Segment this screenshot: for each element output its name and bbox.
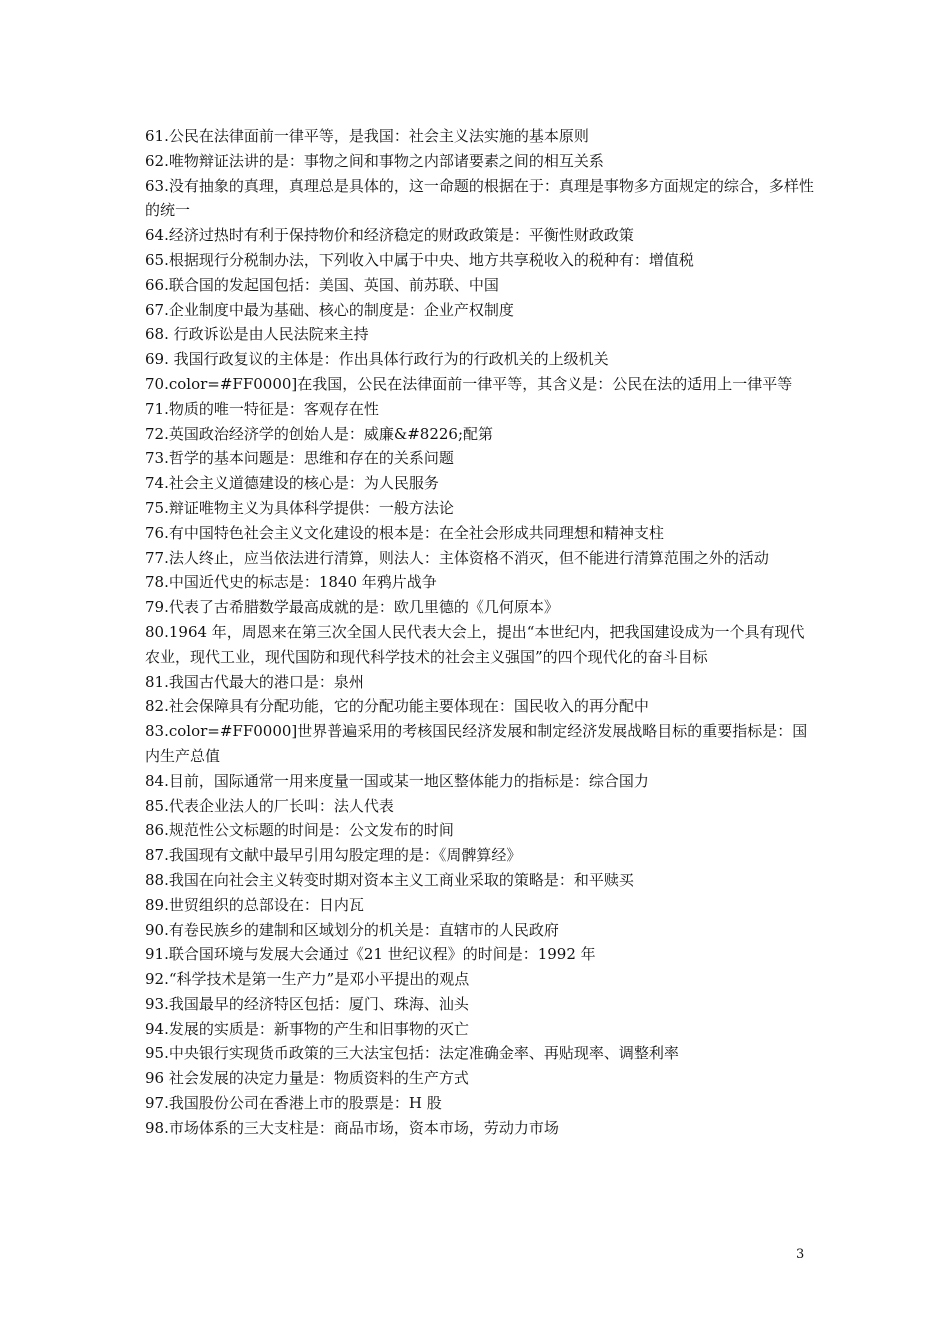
list-item: 84.目前，国际通常一用来度量一国或某一地区整体能力的指标是：综合国力	[145, 771, 649, 790]
list-item: 76.有中国特色社会主义文化建设的根本是：在全社会形成共同理想和精神支柱	[145, 523, 664, 542]
list-item: 96 社会发展的决定力量是：物质资料的生产方式	[145, 1069, 469, 1088]
list-item: 67.企业制度中最为基础、核心的制度是：企业产权制度	[145, 300, 514, 319]
list-item: 68. 行政诉讼是由人民法院来主持	[145, 325, 369, 344]
list-item: 91.联合国环境与发展大会通过《21 世纪议程》的时间是：1992 年	[145, 945, 596, 964]
list-item: 70.color=#FF0000]在我国，公民在法律面前一律平等，其含义是：公民在法的适用上一律平等	[145, 374, 793, 393]
list-item: 95.中央银行实现货币政策的三大法宝包括：法定准确金率、再贴现率、调整利率	[145, 1044, 679, 1063]
list-item: 79.代表了古希腊数学最高成就的是：欧几里德的《几何原本》	[145, 598, 559, 617]
list-item: 82.社会保障具有分配功能，它的分配功能主要体现在：国民收入的再分配中	[145, 697, 649, 716]
list-item: 80.1964 年，周恩来在第三次全国人民代表大会上，提出“本世纪内，把我国建设成为一个具有现代农业，现代工业，现代国防和现代科学技术的社会主义强国”的四个现代化的奋斗目标	[145, 622, 805, 666]
list-item: 81.我国古代最大的港口是：泉州	[145, 672, 364, 691]
document-body	[145, 124, 817, 1141]
list-item: 77.法人终止，应当依法进行清算，则法人：主体资格不消灭，但不能进行清算范围之外的活动	[145, 548, 769, 567]
list-item: 94.发展的实质是：新事物的产生和旧事物的灭亡	[145, 1019, 469, 1038]
list-item: 63.没有抽象的真理，真理总是具体的，这一命题的根据在于：真理是事物多方面规定的综合，多样性的统一	[145, 176, 814, 220]
list-item: 72.英国政治经济学的创始人是：威廉&#8226;配第	[145, 424, 494, 443]
list-item: 78.中国近代史的标志是：1840 年鸦片战争	[145, 573, 437, 592]
list-item: 98.市场体系的三大支柱是：商品市场，资本市场，劳动力市场	[145, 1118, 559, 1137]
list-item: 61.公民在法律面前一律平等，是我国：社会主义法实施的基本原则	[145, 127, 589, 145]
list-item: 65.根据现行分税制办法，下列收入中属于中央、地方共享税收入的税种有：增值税	[145, 250, 694, 269]
list-item: 88.我国在向社会主义转变时期对资本主义工商业采取的策略是：和平赎买	[145, 870, 634, 889]
list-item: 66.联合国的发起国包括：美国、英国、前苏联、中国	[145, 275, 499, 294]
list-item: 73.哲学的基本问题是：思维和存在的关系问题	[145, 449, 454, 468]
list-item: 74.社会主义道德建设的核心是：为人民服务	[145, 474, 439, 493]
list-item: 83.color=#FF0000]世界普遍采用的考核国民经济发展和制定经济发展战略目标的重要指标是：国内生产总值	[145, 722, 808, 765]
list-item: 69. 我国行政复议的主体是：作出具体行政行为的行政机关的上级机关	[145, 350, 609, 369]
list-item: 86.规范性公文标题的时间是：公文发布的时间	[145, 821, 454, 840]
list-item: 62.唯物辩证法讲的是：事物之间和事物之内部诸要素之间的相互关系	[145, 151, 604, 170]
list-item: 92.“科学技术是第一生产力”是邓小平提出的观点	[145, 970, 470, 989]
list-item: 97.我国股份公司在香港上市的股票是：H 股	[145, 1094, 442, 1113]
list-item: 71.物质的唯一特征是：客观存在性	[145, 399, 379, 418]
list-item: 89.世贸组织的总部设在：日内瓦	[145, 895, 364, 914]
list-item: 90.有卷民族乡的建制和区域划分的机关是：直辖市的人民政府	[145, 920, 559, 939]
list-item: 64.经济过热时有利于保持物价和经济稳定的财政政策是：平衡性财政政策	[145, 226, 634, 245]
list-item: 93.我国最早的经济特区包括：厦门、珠海、汕头	[145, 994, 469, 1013]
list-item: 85.代表企业法人的厂长叫：法人代表	[145, 796, 394, 815]
list-item: 75.辩证唯物主义为具体科学提供：一般方法论	[145, 498, 454, 517]
page-number: 3	[796, 1247, 805, 1262]
list-item: 87.我国现有文献中最早引用勾股定理的是：《周髀算经》	[145, 846, 522, 865]
